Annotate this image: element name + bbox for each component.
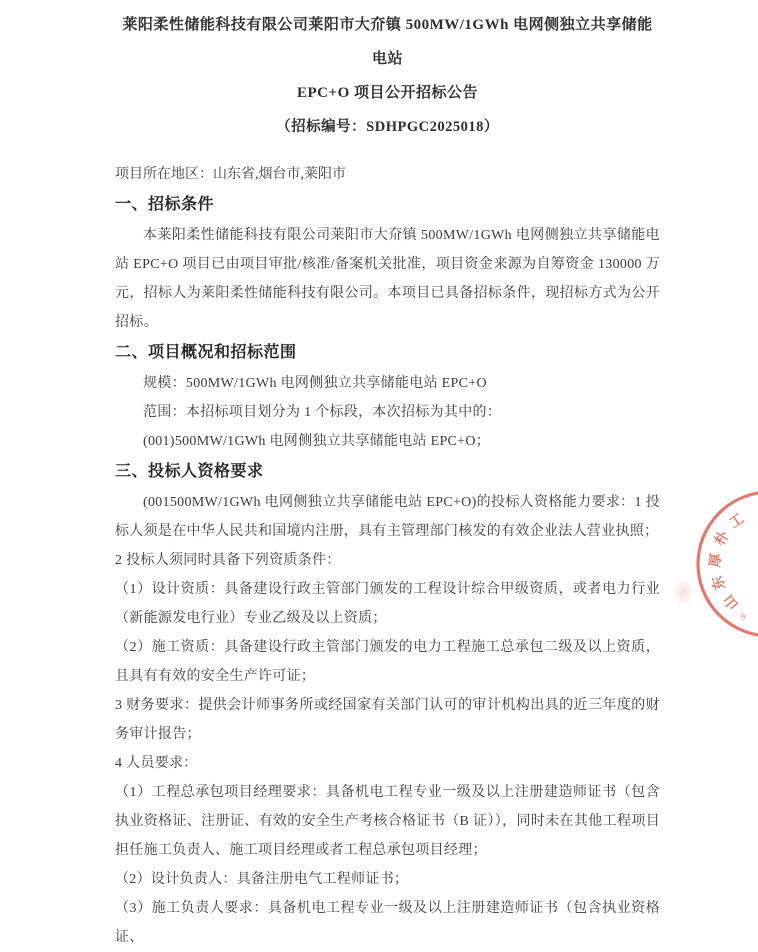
section-tender-conditions (115, 190, 660, 337)
seal-arc-text: 山东厚朴工 (708, 507, 753, 612)
section-heading-3: 三、投标人资格要求 (115, 463, 264, 480)
section-project-overview (115, 338, 660, 456)
section-heading-2: 二、项目概况和招标范围 (115, 344, 297, 361)
title-line-2: EPC+O 项目公开招标公告 (297, 85, 478, 101)
title-line-1: 莱阳柔性储能科技有限公司莱阳市大夼镇 500MW/1GWh 电网侧独立共享储能电站 (122, 17, 653, 67)
official-seal-icon (694, 488, 758, 640)
paragraph: （2）设计负责人：具备注册电气工程师证书； (115, 872, 409, 887)
document-title (115, 8, 660, 144)
paragraph: 本莱阳柔性储能科技有限公司莱阳市大夼镇 500MW/1GWh 电网侧独立共享储能电站 EPC+O 项目已由项目审批/核准/备案机关批准，项目资金来源为自筹资金 130000 万元，招标人为莱阳柔性储能科技有限公司。本项目已具备招标条件，现招标方式为公开招标。 (115, 228, 660, 330)
paragraph: (001)500MW/1GWh 电网侧独立共享储能电站 EPC+O； (143, 434, 491, 449)
paragraph: （3）施工负责人要求：具备机电工程专业一级及以上注册建造师证书（包含执业资格证、 (115, 901, 660, 945)
paragraph: （2）施工资质：具备建设行政主管部门颁发的电力工程施工总承包二级及以上资质，且具有有效的安全生产许可证； (115, 640, 660, 684)
project-location: 项目所在地区：山东省,烟台市,莱阳市 (115, 167, 346, 182)
paragraph: （1）工程总承包项目经理要求：具备机电工程专业一级及以上注册建造师证书（包含执业资格证、注册证、有效的安全生产考核合格证书（B 证）），同时未在其他工程项目担任施工负责人、施工项目经理或者工程总承包项目经理； (115, 785, 660, 858)
seal-serial-text: 9 (739, 610, 747, 622)
section-heading-1: 一、招标条件 (115, 196, 215, 213)
seal-ink-smudge (672, 578, 694, 606)
official-seal (694, 488, 758, 640)
paragraph: 3 财务要求：提供会计师事务所或经国家有关部门认可的审计机构出具的近三年度的财务审计报告； (115, 698, 660, 742)
section-bidder-qualifications (115, 457, 660, 952)
paragraph: 2 投标人须同时具备下列资质条件： (115, 553, 341, 568)
paragraph: 规模：500MW/1GWh 电网侧独立共享储能电站 EPC+O (143, 376, 487, 391)
tender-number: （招标编号：SDHPGC2025018） (276, 119, 499, 135)
paragraph: 范围：本招标项目划分为 1 个标段，本次招标为其中的： (143, 405, 502, 420)
svg-text:山东厚朴工 (706, 508, 753, 613)
paragraph: (001500MW/1GWh 电网侧独立共享储能电站 EPC+O)的投标人资格能力要求：1 投标人须是在中华人民共和国境内注册，具有主管理部门核发的有效企业法人营业执照； (115, 495, 660, 539)
document-body (115, 160, 660, 952)
paragraph: 4 人员要求： (115, 756, 198, 771)
paragraph: （1）设计资质：具备建设行政主管部门颁发的工程设计综合甲级资质，或者电力行业（新能源发电行业）专业乙级及以上资质； (115, 582, 660, 626)
